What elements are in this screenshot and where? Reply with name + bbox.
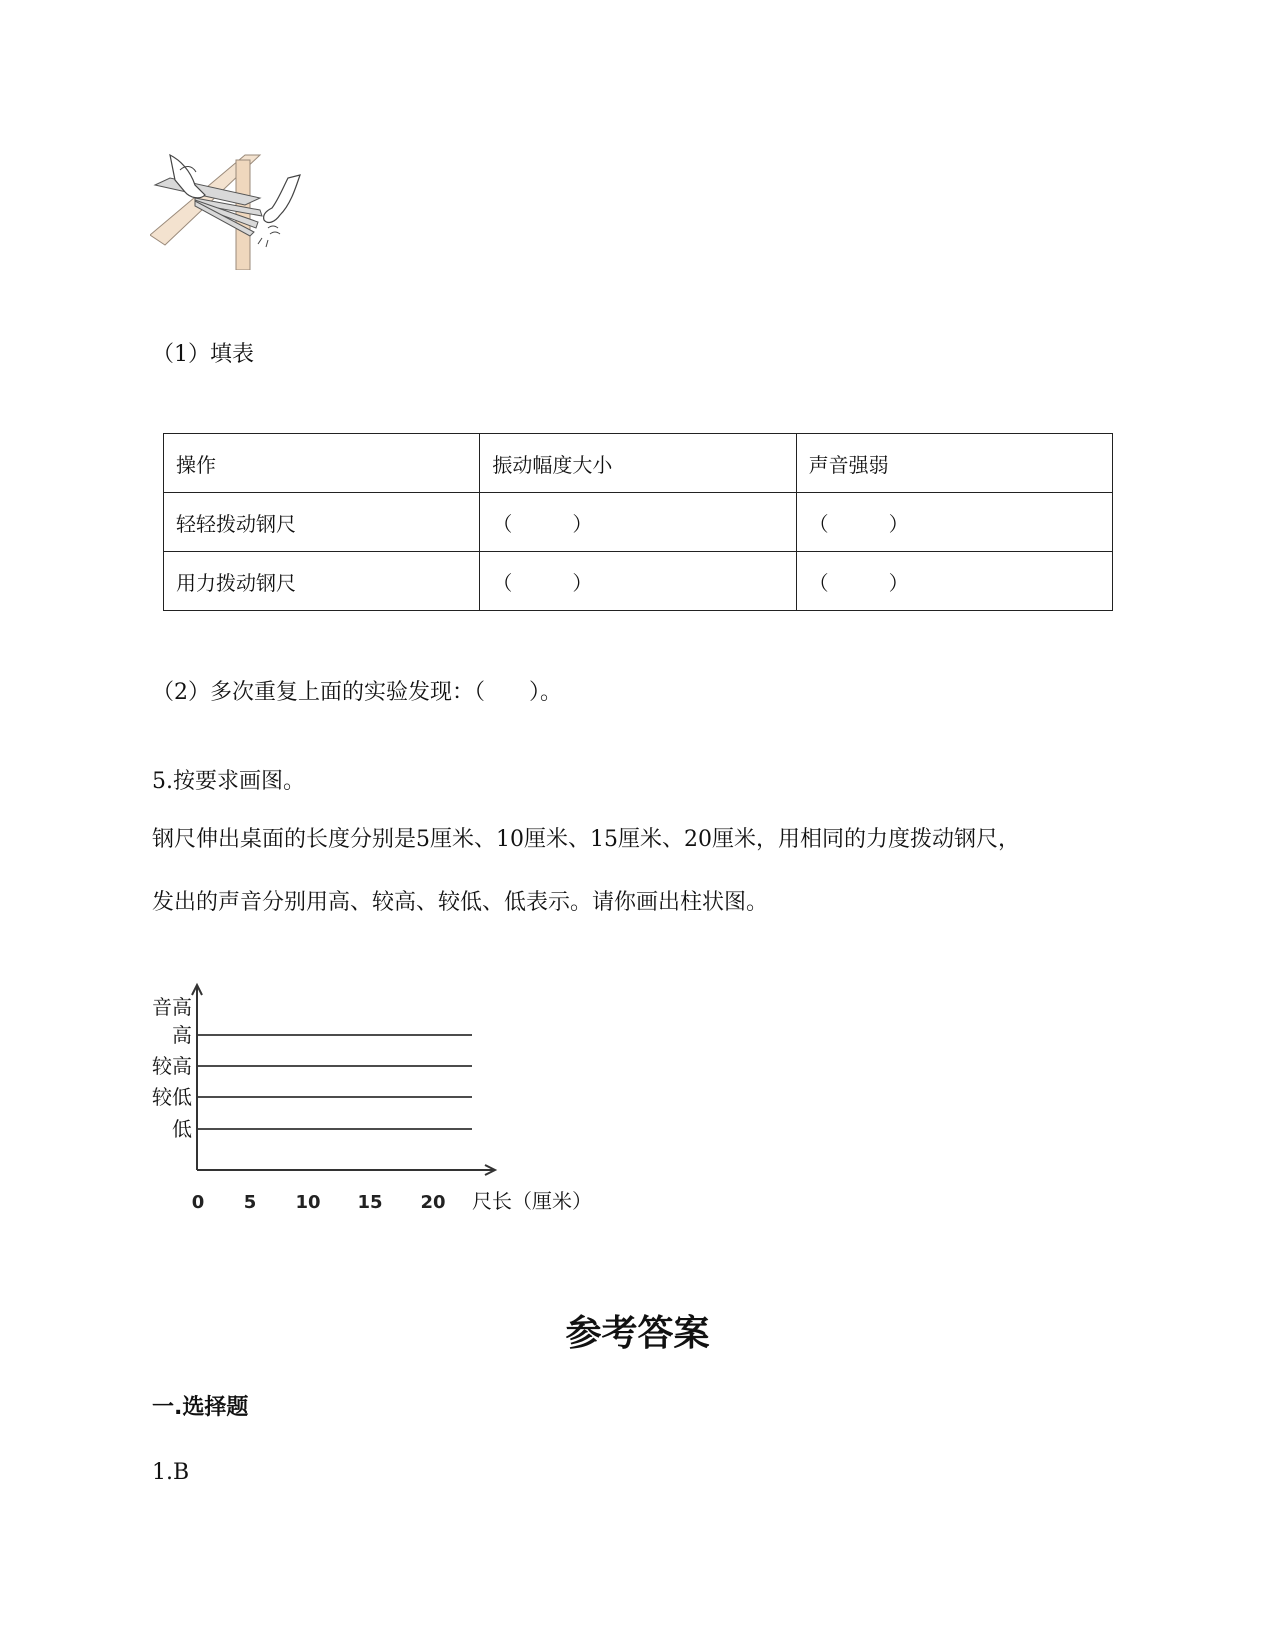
y-axis-label: 音高 bbox=[152, 995, 192, 1019]
question-5-text-line-2: 发出的声音分别用高、较高、较低、低表示。请你画出柱状图。 bbox=[152, 890, 769, 915]
ruler-experiment-illustration bbox=[150, 150, 310, 270]
answer-key-title: 参考答案 bbox=[565, 1313, 710, 1354]
table-cell: 轻轻拨动钢尺 bbox=[164, 493, 480, 552]
table-header-cell: 振动幅度大小 bbox=[480, 434, 796, 493]
x-tick-label: 10 bbox=[295, 1192, 321, 1213]
question-2-label: （2）多次重复上面的实验发现：（ ）。 bbox=[152, 680, 562, 705]
table-header-cell: 操作 bbox=[164, 434, 480, 493]
table-row bbox=[164, 552, 1113, 611]
table-header-cell: 声音强弱 bbox=[796, 434, 1112, 493]
x-axis-label: 尺长（厘米） bbox=[472, 1189, 592, 1213]
x-tick-label: 15 bbox=[357, 1192, 383, 1213]
table-blank-cell[interactable]: （ ） bbox=[480, 493, 796, 552]
x-tick-label: 0 bbox=[191, 1192, 205, 1213]
fill-in-table bbox=[163, 433, 1113, 611]
blank-bar-chart[interactable] bbox=[150, 980, 650, 1250]
question-5-text-line-1: 钢尺伸出桌面的长度分别是5厘米、10厘米、15厘米、20厘米，用相同的力度拨动钢尺， bbox=[152, 827, 1020, 852]
question-5-title: 5.按要求画图。 bbox=[152, 769, 305, 794]
section-title: 一.选择题 bbox=[152, 1395, 249, 1420]
answer-item: 1.B bbox=[152, 1460, 190, 1485]
table-blank-cell[interactable]: （ ） bbox=[796, 552, 1112, 611]
table-header-row bbox=[164, 434, 1113, 493]
y-level-label: 较低 bbox=[152, 1085, 192, 1109]
y-level-label: 较高 bbox=[152, 1054, 192, 1078]
y-level-label: 低 bbox=[172, 1117, 192, 1141]
table-blank-cell[interactable]: （ ） bbox=[796, 493, 1112, 552]
x-tick-label: 5 bbox=[243, 1192, 257, 1213]
question-1-label: （1）填表 bbox=[152, 342, 254, 367]
y-level-label: 高 bbox=[172, 1023, 192, 1047]
table-blank-cell[interactable]: （ ） bbox=[480, 552, 796, 611]
table-row bbox=[164, 493, 1113, 552]
x-tick-label: 20 bbox=[420, 1192, 446, 1213]
table-cell: 用力拨动钢尺 bbox=[164, 552, 480, 611]
